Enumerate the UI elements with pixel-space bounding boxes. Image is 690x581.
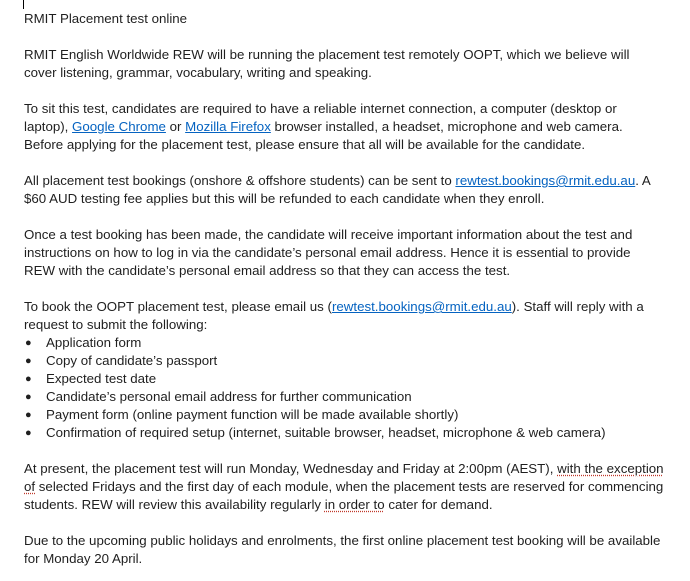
document-title: RMIT Placement test online (24, 11, 188, 26)
bullet-icon: ● (25, 355, 32, 367)
holidays-paragraph: Due to the upcoming public holidays and enrolments, the first online placement test booking will be available for Monday 20 April. (24, 533, 661, 566)
schedule-text-end: cater for demand. (384, 497, 493, 512)
bookings-email-link[interactable]: rewtest.bookings@rmit.edu.au (455, 173, 636, 188)
requirements-or-text: or (165, 119, 186, 134)
schedule-text: At present, the placement test will run Monday, Wednesday and Friday at 2:00pm (AEST), (24, 461, 558, 476)
list-item: ● Copy of candidate’s passport (25, 353, 218, 368)
bullet-icon: ● (25, 409, 32, 421)
document-body[interactable] (24, 10, 664, 568)
bookings-text: All placement test bookings (onshore & offshore students) can be sent to (24, 173, 456, 188)
google-chrome-link[interactable]: Google Chrome (72, 119, 166, 134)
list-item: ● Application form (25, 335, 142, 350)
requirements-paragraph (24, 100, 664, 154)
bullet-icon: ● (25, 391, 32, 403)
required-items-list (24, 334, 664, 442)
list-item: ● Expected test date (25, 371, 157, 386)
text-cursor (23, 0, 24, 9)
requirements-text: To sit this test, candidates are required to have a reliable internet connection, a computer (desktop or laptop), (24, 101, 617, 134)
after-booking-paragraph: Once a test booking has been made, the candidate will receive important information about the test and instructions on how to log in via the candidate’s personal email address. Hence it is essential to provide REW with the candidate’s personal email address so that they can access the test. (24, 227, 633, 278)
bullet-icon: ● (25, 427, 32, 439)
bullet-icon: ● (25, 373, 32, 385)
how-to-book-text: To book the OOPT placement test, please email us ( (24, 299, 332, 314)
bookings-text-end: . A $60 AUD testing fee applies but this will be refunded to each candidate when they enroll. (24, 173, 651, 206)
requirements-text-end: browser installed, a headset, microphone and web camera. Before applying for the placement test, please ensure that all will be available for the candidate. (24, 119, 623, 152)
schedule-text-middle: selected Fridays and the first day of each module, when the placement tests are reserved for commencing students. REW will review this availability regularly (24, 479, 664, 512)
schedule-paragraph (24, 460, 664, 514)
grammar-flag[interactable]: with the exception of (24, 461, 664, 494)
list-item: ● Payment form (online payment function will be made available shortly) (25, 407, 459, 422)
bullet-icon: ● (25, 337, 32, 349)
intro-paragraph: RMIT English Worldwide REW will be running the placement test remotely OOPT, which we believe will cover listening, grammar, vocabulary, writing and speaking. (24, 47, 630, 80)
mozilla-firefox-link[interactable]: Mozilla Firefox (185, 119, 271, 134)
list-item: ● Candidate’s personal email address for further communication (25, 389, 412, 404)
grammar-flag[interactable]: in order to (324, 497, 385, 512)
booking-email-link[interactable]: rewtest.bookings@rmit.edu.au (331, 299, 512, 314)
how-to-book-text-end: ). Staff will reply with a request to submit the following: (24, 299, 644, 332)
how-to-book-paragraph (24, 298, 664, 334)
list-item: ● Confirmation of required setup (internet, suitable browser, headset, microphone & web camera) (25, 425, 606, 440)
bookings-paragraph (24, 172, 664, 208)
